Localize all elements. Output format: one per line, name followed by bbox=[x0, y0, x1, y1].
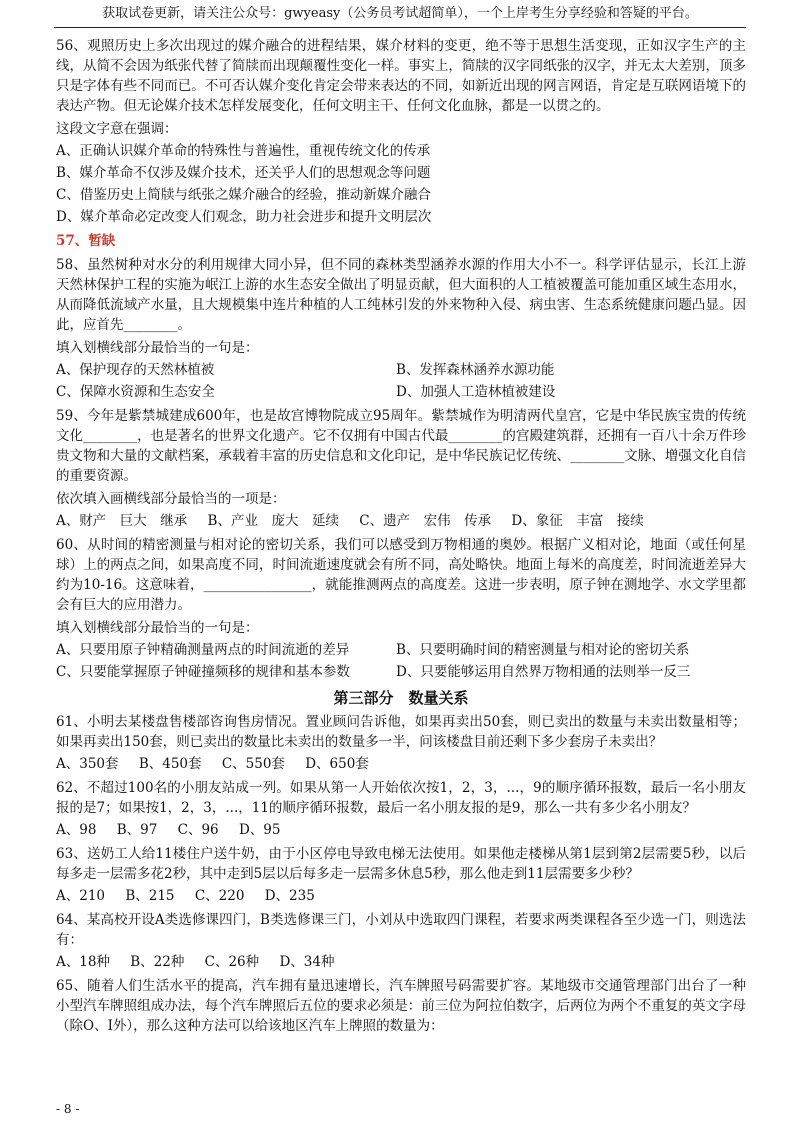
question-56 bbox=[56, 36, 746, 227]
question-58-option-d: D、加强人工造林植被建设 bbox=[396, 384, 556, 400]
question-62 bbox=[56, 778, 746, 840]
question-64-option-c: C、26种 bbox=[204, 954, 260, 970]
question-58-option-b: B、发挥森林涵养水源功能 bbox=[396, 362, 555, 378]
question-61-option-c: C、550套 bbox=[221, 756, 285, 772]
question-58-prompt: 填入划横线部分最恰当的一句是： bbox=[56, 340, 259, 356]
question-65 bbox=[56, 976, 746, 1036]
question-58-stem: 58、虽然树种对水分的利用规律大同小异，但不同的森林类型涵养水源的作用大小不一。科学评估显示，长江上游天然林保护工程的实施为岷江上游的水生态安全做出了明显贡献，但大面积的人工植被覆盖可能加重区域生态用水，从而降低流域产水量，且大规模集中连片种植的人工纯林引发的外来物种入侵、病虫害、生态系统健康问题凸显。因此，应首先________。 bbox=[56, 257, 746, 333]
question-61 bbox=[56, 712, 746, 774]
question-62-stem: 62、不超过100名的小朋友站成一列。如果从第一人开始依次按1，2，3，...，9的顺序循环报数，最后一名小朋友报的是7；如果按1，2，3，...，11的顺序循环报数，最后一名小朋友报的是9，那么一共有多少名小朋友？ bbox=[56, 780, 746, 816]
question-63 bbox=[56, 844, 746, 906]
question-60 bbox=[56, 535, 746, 682]
question-64-option-b: B、22种 bbox=[130, 954, 185, 970]
question-60-option-c: C、只要能掌握原子钟碰撞频移的规律和基本参数 bbox=[56, 664, 350, 680]
question-59-option-b: B、产业 庞大 延续 bbox=[207, 513, 339, 529]
question-63-stem: 63、送奶工人给11楼住户送牛奶，由于小区停电导致电梯无法使用。如果他走楼梯从第1层到第2层需要5秒，以后每多走一层需多花2秒，其中走到5层以后每多走一层需多休息5秒，那么他走到11层需要多少秒？ bbox=[56, 846, 746, 882]
question-61-option-b: B、450套 bbox=[138, 756, 202, 772]
question-62-options bbox=[56, 820, 746, 840]
question-64 bbox=[56, 910, 746, 972]
page-content bbox=[56, 36, 746, 1040]
question-60-stem: 60、从时间的精密测量与相对论的密切关系，我们可以感受到万物相通的奥妙。根据广义相对论，地面（或任何星球）上的两点之间，如果高度不同，时间流逝速度就会有所不同，高处略快。地面上每米的高度差，时间流逝差异大约为10-16。这意味着，________________，就能推测两点的高度差。这进一步表明，原子钟在测地学、水文学里都会有巨大的应用潜力。 bbox=[56, 537, 746, 613]
question-60-prompt: 填入划横线部分最恰当的一句是： bbox=[56, 620, 259, 636]
question-59-option-c: C、遗产 宏伟 传承 bbox=[359, 513, 492, 529]
question-56-stem: 56、观照历史上多次出现过的媒介融合的进程结果，媒介材料的变更，绝不等于思想生活变现，正如汉字生产的主线，从简不会因为纸张代替了简牍而出现颠覆性变化一样。事实上，简牍的汉字同纸张的汉字，并无太大差别，顶多只是字体有些不同而已。不可否认媒介变化肯定会带来表达的不同，如新近出现的网言网语，肯定是互联网语境下的表达产物。但无论媒介技术怎样发展变化，任何文明主干、任何文化血脉，都是一以贯之的。 bbox=[56, 38, 746, 114]
question-63-options bbox=[56, 886, 746, 906]
question-60-option-b: B、只要明确时间的精密测量与相对论的密切关系 bbox=[396, 642, 690, 658]
question-58-option-a: A、保护现存的天然林植被 bbox=[56, 362, 215, 378]
question-60-option-a: A、只要用原子钟精确测量两点的时间流逝的差异 bbox=[56, 642, 350, 658]
question-56-option-a: A、正确认识媒介革命的特殊性与普遍性，重视传统文化的传承 bbox=[56, 143, 431, 159]
question-58-option-c: C、保障水资源和生态安全 bbox=[56, 384, 215, 400]
question-59-options bbox=[56, 511, 746, 531]
question-59-option-a: A、财产 巨大 继承 bbox=[56, 513, 188, 529]
question-62-option-c: C、96 bbox=[177, 822, 219, 838]
question-64-option-a: A、18种 bbox=[56, 954, 110, 970]
question-58-options-row1 bbox=[56, 360, 746, 380]
question-61-stem: 61、小明去某楼盘售楼部咨询售房情况。置业顾问告诉他，如果再卖出50套，则已卖出的数量与未卖出数量相等；如果再卖出150套，则已卖出的数量比未卖出的数量多一半，问该楼盘目前还剩下多少套房子未卖出？ bbox=[56, 714, 746, 750]
question-60-options-row1 bbox=[56, 640, 746, 660]
question-64-stem: 64、某高校开设A类选修课四门，B类选修课三门，小刘从中选取四门课程，若要求两类课程各至少选一门，则选法有： bbox=[56, 912, 746, 948]
question-61-options bbox=[56, 754, 746, 774]
question-59-stem: 59、今年是紫禁城建成600年，也是故宫博物院成立95周年。紫禁城作为明清两代皇宫，它是中华民族宝贵的传统文化________，也是著名的世界文化遗产。它不仅拥有中国古代最________的宫殿建筑群，还拥有一百八十余万件珍贵文物和大量的文献档案，承载着丰富的历史信息和文化印记，是中华民族记忆传统、________文脉、增强文化自信的重要资源。 bbox=[56, 408, 746, 484]
question-63-option-b: B、215 bbox=[125, 888, 175, 904]
question-62-option-d: D、95 bbox=[238, 822, 281, 838]
question-56-prompt: 这段文字意在强调： bbox=[56, 121, 178, 137]
question-61-option-d: D、650套 bbox=[305, 756, 369, 772]
question-63-option-c: C、220 bbox=[194, 888, 245, 904]
header-divider bbox=[54, 27, 746, 28]
section-title: 第三部分 数量关系 bbox=[333, 689, 469, 707]
question-59 bbox=[56, 406, 746, 531]
question-63-option-d: D、235 bbox=[264, 888, 315, 904]
page-header: 获取试卷更新，请关注公众号：gwyeasy（公务员考试超简单），一个上岸考生分享经验和答疑的平台。 bbox=[102, 6, 698, 21]
question-61-option-a: A、350套 bbox=[56, 756, 119, 772]
question-60-option-d: D、只要能够运用自然界万物相通的法则举一反三 bbox=[396, 664, 691, 680]
page-number: - 8 - bbox=[56, 1102, 80, 1116]
question-62-option-b: B、97 bbox=[116, 822, 158, 838]
question-63-option-a: A、210 bbox=[56, 888, 106, 904]
question-56-option-c: C、借鉴历史上简牍与纸张之媒介融合的经验，推动新媒介融合 bbox=[56, 187, 431, 203]
question-60-options-row2 bbox=[56, 662, 746, 682]
question-58 bbox=[56, 255, 746, 402]
question-59-prompt: 依次填入画横线部分最恰当的一项是： bbox=[56, 491, 286, 507]
question-64-options bbox=[56, 952, 746, 972]
question-59-option-d: D、象征 丰富 接续 bbox=[511, 513, 644, 529]
question-58-options-row2 bbox=[56, 382, 746, 402]
question-57-missing: 57、暂缺 bbox=[56, 233, 116, 249]
question-56-option-b: B、媒介革命不仅涉及媒介技术，还关乎人们的思想观念等问题 bbox=[56, 165, 431, 181]
question-65-stem: 65、随着人们生活水平的提高，汽车拥有量迅速增长，汽车牌照号码需要扩容。某地级市交通管理部门出台了一种小型汽车牌照组成办法，每个汽车牌照后五位的要求必须是：前三位为阿拉伯数字，后两位为两个不重复的英文字母（除O、I外），那么这种方法可以给该地区汽车上牌照的数量为： bbox=[56, 978, 746, 1034]
question-64-option-d: D、34种 bbox=[279, 954, 335, 970]
question-62-option-a: A、98 bbox=[56, 822, 97, 838]
question-56-option-d: D、媒介革命必定改变人们观念，助力社会进步和提升文明层次 bbox=[56, 209, 432, 225]
